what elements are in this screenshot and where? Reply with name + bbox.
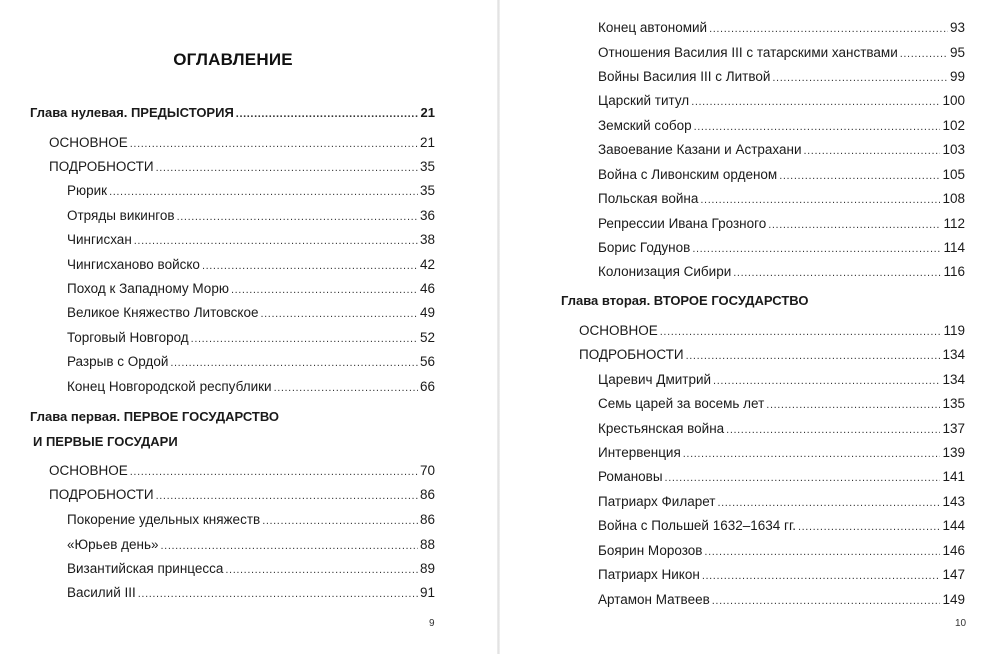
toc-entry-label: Патриарх Филарет — [598, 494, 716, 509]
toc-chapter-heading[interactable] — [30, 103, 435, 123]
toc-entry-label: ОСНОВНОЕ — [49, 463, 128, 478]
toc-entry-label: Торговый Новгород — [67, 330, 189, 345]
toc-entry-page: 21 — [420, 105, 435, 120]
toc-entry-page: 52 — [419, 330, 435, 345]
toc-entry-page: 70 — [419, 463, 435, 478]
toc-entry-label: Конец автономий — [598, 20, 708, 35]
toc-entry-label: Царский титул — [598, 93, 690, 108]
dot-leader — [236, 104, 419, 124]
toc-entry[interactable] — [598, 590, 965, 610]
dot-leader — [768, 215, 941, 235]
toc-entry-label: Конец Новгородской республики — [67, 379, 272, 394]
dot-leader — [900, 44, 948, 64]
toc-entry-page: 100 — [942, 93, 965, 108]
toc-entry-page: 88 — [419, 537, 435, 552]
toc-entry[interactable] — [598, 214, 965, 234]
toc-entry-label: «Юрьев день» — [67, 537, 159, 552]
toc-entry-page: 103 — [942, 142, 965, 157]
toc-entry-label: Завоевание Казани и Астрахани — [598, 142, 802, 157]
dot-leader — [225, 560, 418, 580]
dot-leader — [138, 584, 418, 604]
toc-entry-label: Глава нулевая. ПРЕДЫСТОРИЯ — [30, 105, 234, 120]
toc-entry-page: 42 — [419, 257, 435, 272]
toc-entry[interactable] — [67, 255, 435, 275]
toc-chapter-heading-line2 — [33, 432, 438, 452]
dot-leader — [700, 190, 940, 210]
toc-entry-label: Репрессии Ивана Грозного — [598, 216, 767, 231]
toc-entry[interactable] — [598, 541, 965, 561]
toc-entry-label: Патриарх Никон — [598, 567, 700, 582]
toc-entry-label: И ПЕРВЫЕ ГОСУДАРИ — [33, 434, 178, 449]
toc-entry-page: 112 — [943, 216, 965, 231]
toc-entry-page: 56 — [419, 354, 435, 369]
toc-entry[interactable] — [598, 189, 965, 209]
toc-entry[interactable] — [67, 230, 435, 250]
toc-entry-label: Рюрик — [67, 183, 108, 198]
toc-entry-page: 146 — [942, 543, 965, 558]
toc-entry-page: 134 — [942, 347, 965, 362]
toc-entry[interactable] — [49, 461, 435, 481]
toc-entry-label: Отношения Василия III с татарскими ханствами — [598, 45, 898, 60]
toc-entry-page: 95 — [949, 45, 965, 60]
toc-entry-page: 147 — [942, 567, 965, 582]
toc-entry-label: ПОДРОБНОСТИ — [49, 487, 154, 502]
toc-entry[interactable] — [598, 394, 965, 414]
toc-entry-label: Чингисхан — [67, 232, 132, 247]
dot-leader — [161, 536, 418, 556]
toc-entry-page: 89 — [419, 561, 435, 576]
dot-leader — [130, 134, 418, 154]
toc-entry-label: Польская война — [598, 191, 699, 206]
dot-leader — [156, 486, 418, 506]
toc-entry-page: 116 — [943, 264, 965, 279]
dot-leader — [231, 280, 418, 300]
toc-entry-label: Боярин Морозов — [598, 543, 703, 558]
toc-entry[interactable] — [598, 18, 965, 38]
dot-leader — [709, 19, 948, 39]
dot-leader — [134, 231, 418, 251]
toc-entry[interactable] — [67, 535, 435, 555]
toc-entry-label: Глава вторая. ВТОРОЕ ГОСУДАРСТВО — [561, 293, 809, 308]
dot-leader — [202, 256, 418, 276]
toc-entry-page: 35 — [419, 183, 435, 198]
toc-entry-page: 86 — [419, 487, 435, 502]
toc-entry-page: 21 — [419, 135, 435, 150]
toc-entry-label: Василий III — [67, 585, 136, 600]
dot-leader — [713, 371, 940, 391]
toc-chapter-heading[interactable] — [561, 291, 965, 311]
toc-entry[interactable] — [67, 303, 435, 323]
toc-entry-page: 93 — [949, 20, 965, 35]
toc-entry-label: Крестьянская война — [598, 421, 725, 436]
toc-entry-page: 91 — [419, 585, 435, 600]
toc-entry[interactable] — [49, 133, 435, 153]
toc-entry-page: 149 — [942, 592, 965, 607]
dot-leader — [665, 468, 941, 488]
toc-entry-label: Византийская принцесса — [67, 561, 224, 576]
toc-entry-page: 141 — [942, 469, 965, 484]
toc-entry[interactable] — [598, 91, 965, 111]
dot-leader — [109, 182, 418, 202]
toc-entry[interactable] — [67, 279, 435, 299]
toc-entry-page: 66 — [419, 379, 435, 394]
toc-entry[interactable] — [67, 206, 435, 226]
toc-entry-label: Колонизация Сибири — [598, 264, 732, 279]
toc-entry-page: 135 — [942, 396, 965, 411]
toc-entry-page: 36 — [419, 208, 435, 223]
toc-entry[interactable] — [598, 116, 965, 136]
toc-entry-page: 35 — [419, 159, 435, 174]
right-page — [500, 0, 1000, 654]
dot-leader — [691, 92, 940, 112]
toc-entry[interactable] — [598, 262, 965, 282]
toc-entry-page: 86 — [419, 512, 435, 527]
toc-entry[interactable] — [598, 238, 965, 258]
toc-entry[interactable] — [67, 377, 435, 397]
dot-leader — [694, 117, 941, 137]
toc-entry-page: 134 — [942, 372, 965, 387]
dot-leader — [726, 420, 940, 440]
toc-entry[interactable] — [67, 510, 435, 530]
toc-entry-label: Поход к Западному Морю — [67, 281, 229, 296]
dot-leader — [712, 591, 941, 611]
toc-entry-page: 137 — [942, 421, 965, 436]
toc-entry-page: 119 — [943, 323, 965, 338]
dot-leader — [766, 395, 940, 415]
toc-entry[interactable] — [67, 328, 435, 348]
toc-entry[interactable] — [49, 485, 435, 505]
dot-leader — [262, 511, 418, 531]
toc-entry-label: ОСНОВНОЕ — [579, 323, 658, 338]
toc-chapter-heading[interactable] — [30, 407, 435, 427]
toc-entry[interactable] — [598, 516, 965, 536]
toc-entry[interactable] — [598, 467, 965, 487]
toc-entry-label: Война с Ливонским орденом — [598, 167, 778, 182]
toc-entry-label: Покорение удельных княжеств — [67, 512, 261, 527]
dot-leader — [191, 329, 418, 349]
dot-leader — [717, 493, 940, 513]
toc-entry-page: 105 — [942, 167, 965, 182]
dot-leader — [772, 68, 948, 88]
toc-entry[interactable] — [598, 443, 965, 463]
dot-leader — [274, 378, 418, 398]
toc-entry-label: Войны Василия III с Литвой — [598, 69, 771, 84]
dot-leader — [177, 207, 418, 227]
toc-entry[interactable] — [598, 492, 965, 512]
toc-entry-page: 49 — [419, 305, 435, 320]
toc-entry-label: Разрыв с Ордой — [67, 354, 169, 369]
dot-leader — [779, 166, 940, 186]
dot-leader — [704, 542, 940, 562]
toc-entry-page: 99 — [949, 69, 965, 84]
toc-entry-label: Глава первая. ПЕРВОЕ ГОСУДАРСТВО — [30, 409, 280, 424]
dot-leader — [170, 353, 418, 373]
toc-title: ОГЛАВЛЕНИЕ — [173, 50, 293, 69]
dot-leader — [156, 158, 418, 178]
toc-entry[interactable] — [598, 140, 965, 160]
toc-entry-page: 38 — [419, 232, 435, 247]
toc-entry[interactable] — [579, 345, 965, 365]
dot-leader — [804, 141, 941, 161]
toc-entry[interactable] — [67, 559, 435, 579]
toc-entry-label: Семь царей за восемь лет — [598, 396, 765, 411]
dot-leader — [798, 517, 940, 537]
toc-entry-label: Борис Годунов — [598, 240, 691, 255]
toc-entry-label: Земский собор — [598, 118, 692, 133]
dot-leader — [260, 304, 417, 324]
toc-entry[interactable] — [598, 565, 965, 585]
toc-entry-label: ОСНОВНОЕ — [49, 135, 128, 150]
toc-entry-label: Война с Польшей 1632–1634 гг. — [598, 518, 796, 533]
toc-entry-label: Артамон Матвеев — [598, 592, 710, 607]
toc-entry-page: 143 — [942, 494, 965, 509]
toc-entry-label: Интервенция — [598, 445, 681, 460]
toc-entry-page: 46 — [419, 281, 435, 296]
toc-entry[interactable] — [579, 321, 965, 341]
toc-entry[interactable] — [67, 583, 435, 603]
toc-entry[interactable] — [598, 67, 965, 87]
toc-entry-label: ПОДРОБНОСТИ — [49, 159, 154, 174]
toc-entry[interactable] — [598, 419, 965, 439]
dot-leader — [692, 239, 941, 259]
toc-entry[interactable] — [598, 370, 965, 390]
dot-leader — [130, 462, 418, 482]
toc-entry-label: ПОДРОБНОСТИ — [579, 347, 684, 362]
toc-entry-page: 144 — [942, 518, 965, 533]
page-number: 10 — [955, 618, 967, 629]
toc-entry[interactable] — [49, 157, 435, 177]
dot-leader — [733, 263, 941, 283]
dot-leader — [660, 322, 942, 342]
dot-leader — [683, 444, 941, 464]
toc-entry[interactable] — [67, 181, 435, 201]
left-page — [0, 0, 497, 654]
toc-entry-page: 108 — [942, 191, 965, 206]
dot-leader — [702, 566, 941, 586]
toc-entry[interactable] — [598, 165, 965, 185]
toc-entry-label: Романовы — [598, 469, 663, 484]
toc-entry-label: Чингисханово войско — [67, 257, 200, 272]
toc-entry-label: Царевич Дмитрий — [598, 372, 712, 387]
toc-entry-label: Великое Княжество Литовское — [67, 305, 259, 320]
toc-entry-page: 139 — [942, 445, 965, 460]
toc-entry-page: 114 — [943, 240, 965, 255]
dot-leader — [686, 346, 941, 366]
page-number: 9 — [429, 618, 435, 629]
toc-entry[interactable] — [67, 352, 435, 372]
toc-entry-label: Отряды викингов — [67, 208, 175, 223]
toc-entry[interactable] — [598, 43, 965, 63]
toc-entry-page: 102 — [942, 118, 965, 133]
